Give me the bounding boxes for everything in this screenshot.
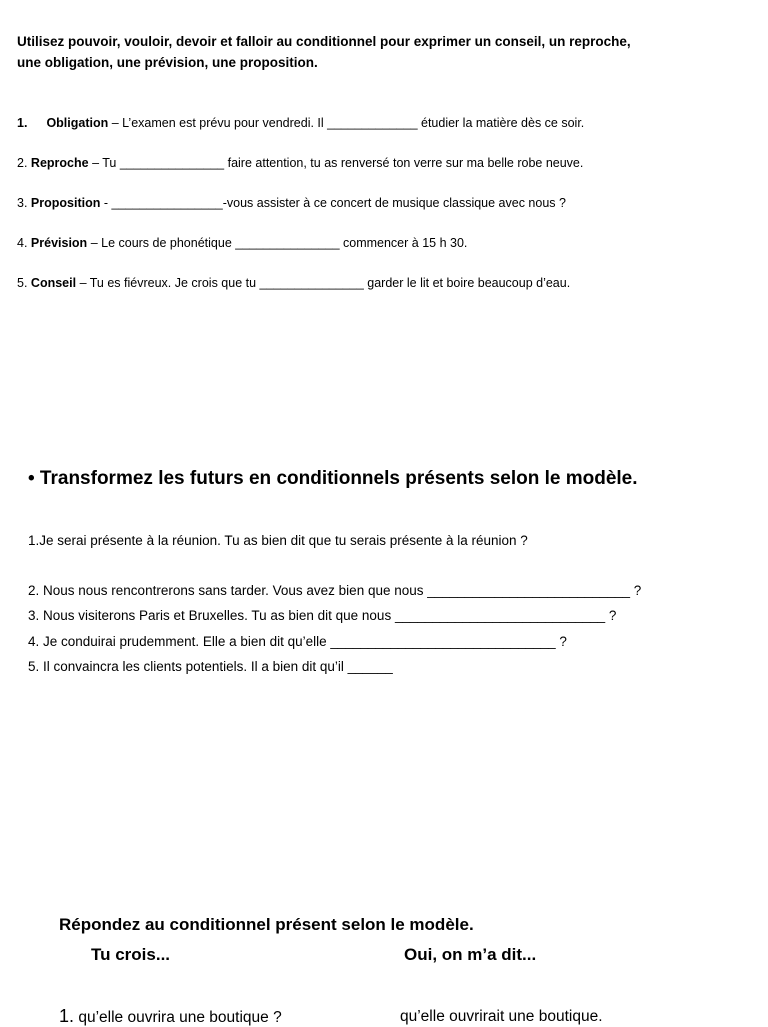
example-number: 1. — [59, 1006, 75, 1026]
section-2-item-3: 3. Nous visiterons Paris et Bruxelles. Tu as bien dit que nous ____________________________ ? — [28, 608, 617, 623]
section-2-item-2: 2. Nous nous rencontrerons sans tarder. Vous avez bien que nous ___________________________ ? — [28, 583, 642, 598]
instruction-1-line2: une obligation, une prévision, une proposition. — [17, 55, 318, 70]
exercise-item-5 — [17, 276, 570, 290]
section-2-item-5: 5. Il convaincra les clients potentiels. Il a bien dit qu’il ______ — [28, 659, 393, 674]
item-label: Proposition — [30, 196, 101, 210]
section-2-item-4: 4. Je conduirai prudemment. Elle a bien dit qu’elle ______________________________ ? — [28, 634, 567, 649]
instruction-1 — [17, 31, 717, 73]
exercise-item-4 — [17, 236, 467, 250]
example-question-text: qu’elle ouvrira une boutique ? — [78, 1009, 282, 1026]
instruction-1-line1: Utilisez pouvoir, vouloir, devoir et falloir au conditionnel pour exprimer un conseil, un reproche, — [17, 34, 631, 49]
item-text: - ________________-vous assister à ce concert de musique classique avec nous ? — [103, 196, 566, 210]
section-2-title: • Transformez les futurs en conditionnels présents selon le modèle. — [28, 468, 638, 489]
section-2-model: 1.Je serai présente à la réunion. Tu as bien dit que tu serais présente à la réunion ? — [28, 533, 528, 548]
item-text: – Tu es fiévreux. Je crois que tu _______________ garder le lit et boire beaucoup d’eau. — [79, 276, 571, 290]
item-number: 2. — [17, 156, 28, 170]
item-number: 3. — [17, 196, 28, 210]
column-header-right: Oui, on m’a dit... — [404, 945, 537, 964]
item-label: Conseil — [30, 276, 77, 290]
exercise-item-1 — [17, 116, 584, 130]
item-number: 4. — [17, 236, 28, 250]
column-header-left: Tu crois... — [91, 945, 171, 964]
section-3-example-answer: qu’elle ouvrirait une boutique. — [400, 1008, 603, 1025]
item-number: 5. — [17, 276, 28, 290]
item-label: Obligation — [46, 116, 109, 130]
exercise-item-3 — [17, 196, 566, 210]
item-number: 1. — [17, 116, 28, 130]
section-3-title: Répondez au conditionnel présent selon le modèle. — [59, 915, 474, 934]
item-text: – Tu _______________ faire attention, tu as renversé ton verre sur ma belle robe neuve. — [92, 156, 584, 170]
item-label: Prévision — [30, 236, 88, 250]
item-text: – L’examen est prévu pour vendredi. Il _____________ étudier la matière dès ce soir. — [111, 116, 585, 130]
item-label: Reproche — [30, 156, 89, 170]
exercise-item-2 — [17, 156, 583, 170]
item-text: – Le cours de phonétique _______________ commencer à 15 h 30. — [90, 236, 468, 250]
